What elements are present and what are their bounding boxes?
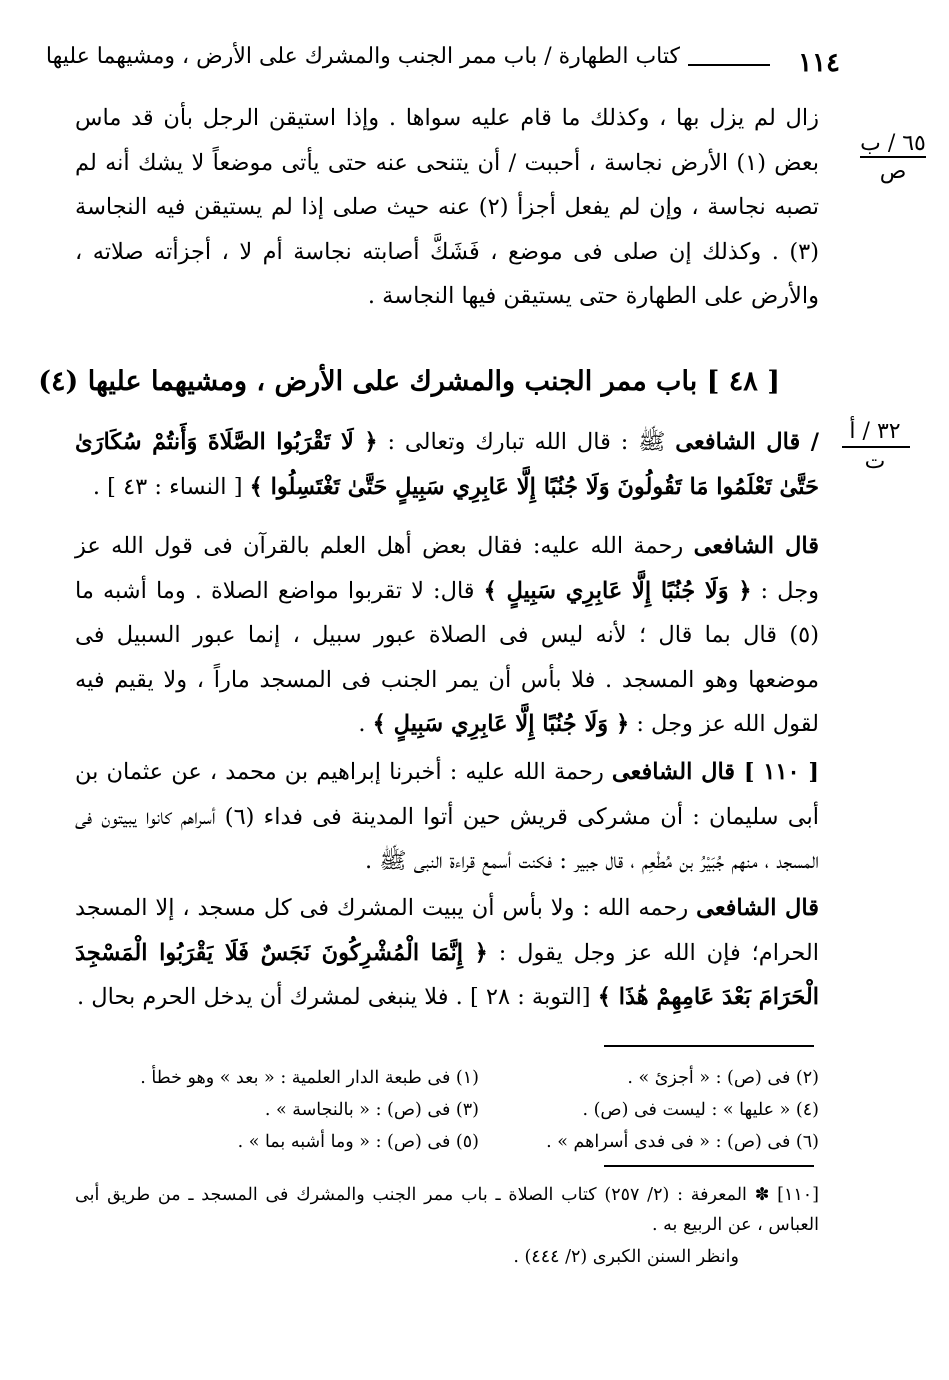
paragraph-text: رحمة الله عليه : أخبرنا إبراهيم بن محمد ، عن عثمان بن أبى سليمان : أن مشركى قريش حين أتوا المدينة فى فداء (٦) أسراهم كانوا يبيتون فى المسجد ، منهم جُبَيْرُ بن مُطْعِم ، قال جبير : فكنت أسمع قراءة النبى ﷺ . [75,759,819,874]
quran-verse: ﴿ إِنَّمَا الْمُشْرِكُونَ نَجَسٌ فَلَا يَقْرَبُوا الْمَسْجِدَ الْحَرَامَ بَعْدَ عَامِهِمْ هَٰذَا ﴾ [75,939,819,1010]
header-rule [688,64,770,66]
quran-verse: ﴿ وَلَا جُنُبًا إِلَّا عَابِرِي سَبِيلٍ ﴾ [372,711,630,737]
footnote: (٣) فى (ص) : « بالنجاسة » . [264,1100,479,1120]
paragraph-4 [75,750,819,884]
footnote: (٦) فى (ص) : « فى فدى أسراهم » . [546,1132,819,1152]
margin-note-manuscript-a: ص [879,159,907,184]
paragraph-2 [75,420,819,509]
paragraph-text: [التوبة : ٢٨ ] . فلا ينبغى لمشرك أن يدخل الحرم بحال . [76,984,598,1010]
footnote-row [75,1062,819,1094]
margin-note-folio-b: ٣٢ / أ [849,419,901,444]
footnote: (١) فى طبعة الدار العلمية : « بعد » وهو خطأ . [140,1068,479,1088]
footnote-row [75,1126,819,1158]
page-number: ١١٤ [798,48,840,78]
honorific: ﷺ [638,429,676,455]
speaker-label: قال الشافعى [696,895,819,921]
footnote: (٢) فى (ص) : « أجزئ » . [627,1068,819,1088]
source-rule [604,1165,814,1167]
footnote-rule [604,1045,814,1047]
paragraph-1: زال لم يزل بها ، وكذلك ما قام عليه سواها . وإذا استيقن الرجل بأن قد ماس بعض (١) الأرض نجاسة ، أحببت / أن يتنحى عنه حتى يأتى موضعاً لا يشك أنه لم تصبه نجاسة ، وإن لم يفعل أجزأ (٢) عنه حيث صلى إذا لم يستيقن فيه النجاسة (٣) . وكذلك إن صلى فى موضع ، فَشَكَّ أصابته نجاسة أم لا ، أجزأته صلاته ، والأرض على الطهارة حتى يستيقن فيها النجاسة . [75,105,819,309]
footnote: (٤) « عليها » : ليست فى (ص) . [582,1100,819,1120]
paragraph-end: . [358,711,373,737]
speaker-label: / قال الشافعى [675,429,819,455]
paragraph-3 [75,524,819,747]
section-heading: [ ٤٨ ] باب ممر الجنب والمشرك على الأرض ، ومشيهما عليها (٤) [38,366,780,397]
margin-note-manuscript-b: ت [864,449,886,474]
quran-verse: ﴿ وَلَا جُنُبًا إِلَّا عَابِرِي سَبِيلٍ ﴾ [483,577,752,604]
running-title: كتاب الطهارة / باب ممر الجنب والمشرك على الأرض ، ومشيهما عليها [45,44,680,69]
footnotes [75,1062,819,1158]
speaker-label: قال الشافعى [693,533,819,559]
paragraph-text: قال: لا تقربوا مواضع الصلاة . وما أشبه ما (٥) قال بما قال ؛ لأنه ليس فى الصلاة عبور سبيل ، إنما عبور السبيل فى موضعها وهو المسجد . فلا بأس أن يمر الجنب فى المسجد ماراً ، ولا يقيم فيه لقول الله عز وجل : [75,577,819,737]
paragraph-text: رحمة الله عليه: فقال بعض أهل العلم بالقرآن فى قول الله عز وجل : [75,533,820,604]
source-note-reference: وانظر السنن الكبرى (٢/ ٤٤٤) . [513,1247,739,1267]
paragraph-5 [75,886,819,1020]
paragraph-text: : قال الله تبارك وتعالى : [377,429,639,455]
paragraph-text: رحمه الله : ولا بأس أن يبيت المشرك فى كل مسجد ، إلا المسجد الحرام؛ فإن الله عز وجل يقول : [75,895,820,966]
hadith-number-label: [ ١١٠ ] قال الشافعى [611,759,819,785]
footnote-row [75,1094,819,1126]
verse-reference: [ النساء : ٤٣ ] . [92,473,250,500]
source-note: [١١٠] ✽ المعرفة : (٢/ ٢٥٧) كتاب الصلاة ـ باب ممر الجنب والمشرك فى المسجد ـ من طريق أبى العباس ، عن الربيع به . [75,1185,819,1235]
margin-note-folio-a: ٦٥ / ب [860,131,926,156]
footnote: (٥) فى (ص) : « وما أشبه بما » . [237,1132,479,1152]
quran-verse: ﴿ لَا تَقْرَبُوا الصَّلَاةَ وَأَنتُمْ سُكَارَىٰ حَتَّىٰ تَعْلَمُوا مَا تَقُولُونَ وَلَا جُنُبًا إِلَّا عَابِرِي سَبِيلٍ حَتَّىٰ تَغْتَسِلُوا ﴾ [75,429,819,500]
